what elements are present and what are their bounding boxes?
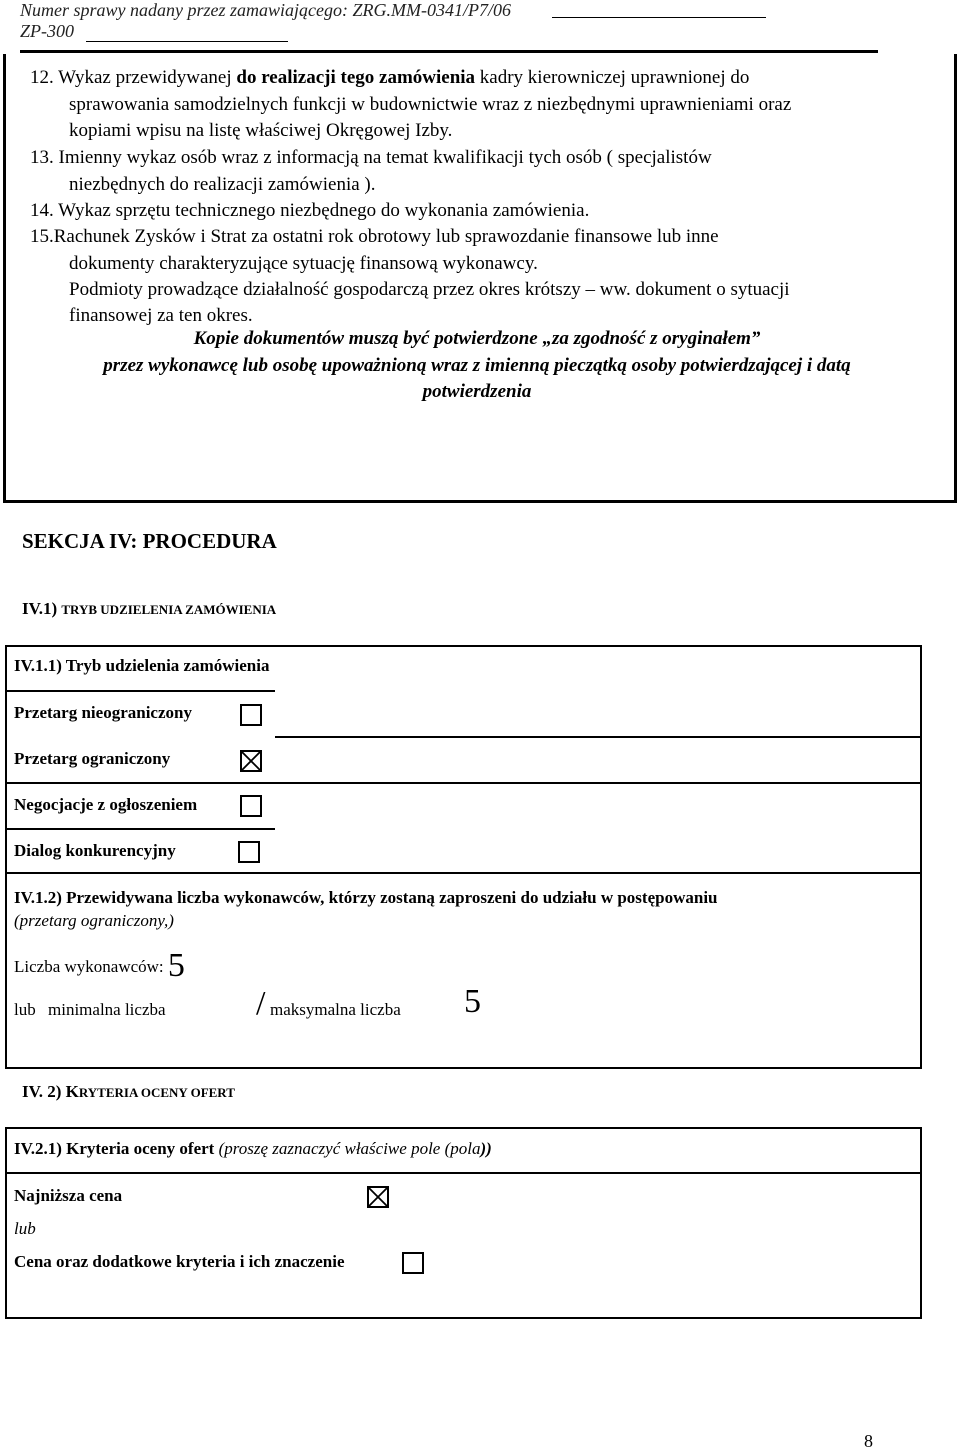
item12-line2: sprawowania samodzielnych funkcji w budownictwie wraz z niezbędnymi uprawnieniami oraz <box>69 94 792 115</box>
check-x-icon <box>369 1188 387 1206</box>
item12-bold: do realizacji tego zamówienia <box>236 67 476 88</box>
iv1-heading <box>22 599 276 619</box>
kryteria-section-num: IV. 2) K <box>22 1082 79 1101</box>
checkbox-dialog[interactable] <box>238 841 260 863</box>
kryteria-heading-italic: (proszę zaznaczyć właściwe pole (pola <box>214 1139 481 1158</box>
checkbox-negocjacje[interactable] <box>240 795 262 817</box>
tryb-divider-4 <box>5 828 275 830</box>
option-label-cena-kryteria: Cena oraz dodatkowe kryteria i ich znaczenie <box>14 1252 345 1271</box>
header-underline <box>552 17 766 18</box>
lub-label: lub <box>14 1000 36 1019</box>
case-number-header: Numer sprawy nadany przez zamawiającego: ZRG.MM-0341/P7/06 <box>20 0 511 20</box>
tryb-heading: IV.1.1) Tryb udzielenia zamówienia <box>14 656 270 675</box>
kryteria-section-title: RYTERIA OCENY OFERT <box>78 1085 235 1100</box>
count-value: 5 <box>167 947 185 984</box>
list-item-15: 15.Rachunek Zysków i Strat za ostatni rok obrotowy lub sprawozdanie finansowe lub inne <box>30 226 719 247</box>
list-item-12 <box>30 67 749 89</box>
checkbox-przetarg-ograniczony[interactable] <box>240 750 262 772</box>
option-label-najnizsza-cena: Najniższa cena <box>14 1186 123 1205</box>
page-number: 8 <box>864 1431 873 1451</box>
item15-line3: Podmioty prowadzące działalność gospodarczą przez okres krótszy – ww. dokument o sytuacji <box>69 279 790 300</box>
tryb-divider-3 <box>5 782 920 784</box>
checkbox-najnizsza-cena[interactable] <box>367 1186 389 1208</box>
item12-text: 12. Wykaz przewidywanej <box>30 67 237 88</box>
slash: / <box>256 985 266 1022</box>
notice-line-2: przez wykonawcę lub osobę upoważnioną wraz z imienną pieczątką osoby potwierdzającej i datą <box>103 355 851 376</box>
wykonawcy-heading: IV.1.2) Przewidywana liczba wykonawców, którzy zostaną zaproszeni do udziału w postępowaniu <box>14 888 718 907</box>
kryteria-heading-end: )) <box>480 1139 492 1158</box>
header-rule <box>20 50 878 53</box>
iv1-title: TRYB UDZIELENIA ZAMÓWIENIA <box>61 602 277 617</box>
check-x-icon <box>242 752 260 770</box>
header-underline-2 <box>86 41 288 42</box>
kryteria-section-heading <box>22 1082 235 1102</box>
notice-line-1: Kopie dokumentów muszą być potwierdzone „za zgodność z oryginałem” <box>193 328 761 349</box>
item12-line3: kopiami wpisu na listę właściwej Okręgowej Izby. <box>69 120 453 141</box>
count-row <box>14 943 185 984</box>
option-label-dialog: Dialog konkurencyjny <box>14 841 176 860</box>
option-label-przetarg-ograniczony: Przetarg ograniczony <box>14 749 171 768</box>
max-value: 5 <box>464 983 481 1020</box>
tryb-divider-1 <box>5 690 275 692</box>
checkbox-cena-kryteria[interactable] <box>402 1252 424 1274</box>
item15-line2: dokumenty charakteryzujące sytuację finansową wykonawcy. <box>69 253 538 274</box>
item15-line4: finansowej za ten okres. <box>69 305 253 326</box>
kryteria-lub: lub <box>14 1219 36 1238</box>
wykonawcy-subheading: (przetarg ograniczony,) <box>14 911 174 930</box>
count-label: Liczba wykonawców: <box>14 957 168 976</box>
case-code-header: ZP-300 <box>20 21 74 41</box>
tryb-divider-2 <box>275 736 920 738</box>
kryteria-divider <box>5 1172 920 1174</box>
item12-text-end: kadry kierowniczej uprawnionej do <box>475 67 750 88</box>
kryteria-heading <box>14 1139 492 1159</box>
notice-line-3: potwierdzenia <box>422 381 532 402</box>
iv1-number: IV.1) <box>22 599 62 618</box>
option-label-przetarg-nieograniczony: Przetarg nieograniczony <box>14 703 192 722</box>
max-label: maksymalna liczba <box>270 1000 401 1019</box>
list-item-13: 13. Imienny wykaz osób wraz z informacją na temat kwalifikacji tych osób ( specjalistów <box>30 147 712 168</box>
kryteria-heading-bold: IV.2.1) Kryteria oceny ofert <box>14 1139 215 1158</box>
option-label-negocjacje: Negocjacje z ogłoszeniem <box>14 795 198 814</box>
section-title: SEKCJA IV: PROCEDURA <box>22 529 277 553</box>
tryb-divider-5 <box>5 872 920 874</box>
min-label: minimalna liczba <box>48 1000 166 1019</box>
list-item-14: 14. Wykaz sprzętu technicznego niezbędnego do wykonania zamówienia. <box>30 200 590 221</box>
item13-line2: niezbędnych do realizacji zamówienia ). <box>69 174 376 195</box>
checkbox-przetarg-nieograniczony[interactable] <box>240 704 262 726</box>
